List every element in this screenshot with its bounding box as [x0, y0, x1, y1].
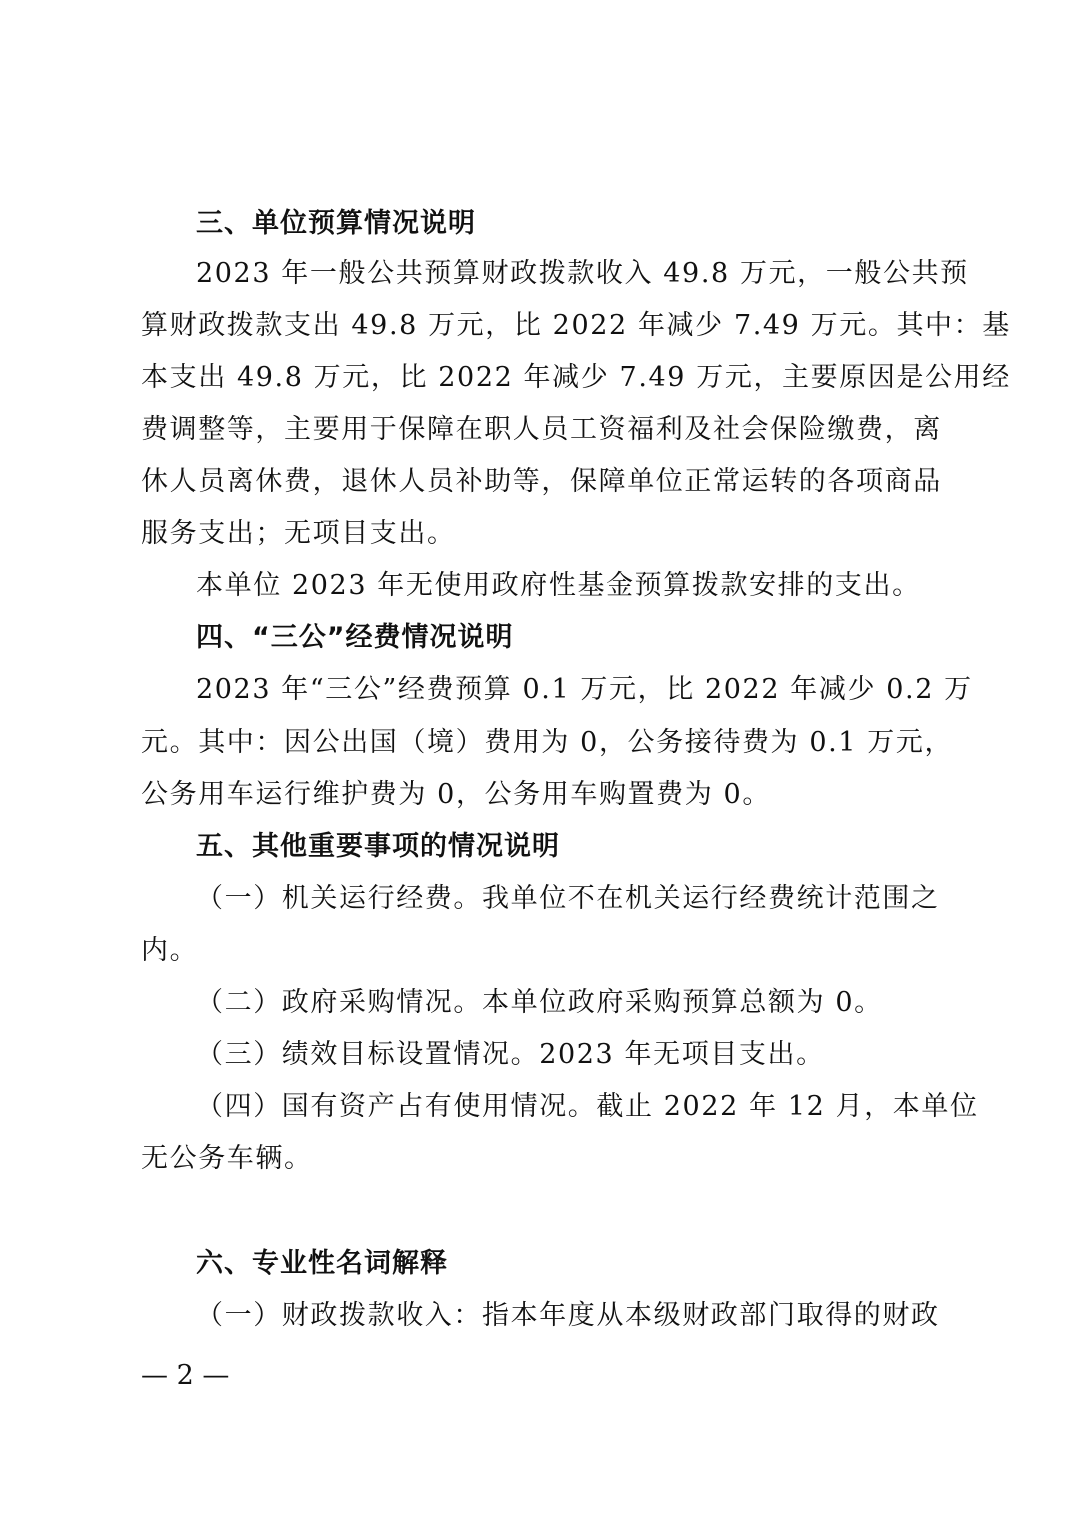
paragraph-line: （三）绩效目标设置情况。2023 年无项目支出。 [196, 1039, 825, 1070]
paragraph-line: 休人员离休费，退休人员补助等，保障单位正常运转的各项商品 [141, 466, 942, 497]
paragraph-line: （一）机关运行经费。我单位不在机关运行经费统计范围之 [196, 883, 940, 914]
paragraph-line: 服务支出；无项目支出。 [141, 518, 456, 549]
paragraph-line: 公务用车运行维护费为 0，公务用车购置费为 0。 [141, 779, 771, 810]
paragraph-line: 本支出 49.8 万元，比 2022 年减少 7.49 万元，主要原因是公用经 [141, 362, 1011, 393]
paragraph-line: （一）财政拨款收入：指本年度从本级财政部门取得的财政 [196, 1300, 940, 1331]
paragraph-line: 费调整等，主要用于保障在职人员工资福利及社会保险缴费，离 [141, 414, 942, 445]
paragraph-line: 算财政拨款支出 49.8 万元，比 2022 年减少 7.49 万元。其中：基 [141, 310, 1011, 341]
section-heading-6: 六、专业性名词解释 [196, 1248, 448, 1279]
section-heading-4: 四、“三公”经费情况说明 [196, 622, 514, 653]
page-number: — 2 — [141, 1360, 230, 1391]
paragraph-line: 2023 年“三公”经费预算 0.1 万元，比 2022 年减少 0.2 万 [196, 674, 973, 705]
paragraph-line: 内。 [141, 935, 199, 966]
paragraph-line: 元。其中：因公出国（境）费用为 0，公务接待费为 0.1 万元， [141, 727, 954, 758]
paragraph-line: 无公务车辆。 [141, 1143, 313, 1174]
section-heading-3: 三、单位预算情况说明 [196, 208, 476, 239]
paragraph-line: 本单位 2023 年无使用政府性基金预算拨款安排的支出。 [196, 570, 921, 601]
paragraph-line: 2023 年一般公共预算财政拨款收入 49.8 万元，一般公共预 [196, 258, 969, 289]
section-heading-5: 五、其他重要事项的情况说明 [196, 831, 560, 862]
paragraph-line: （二）政府采购情况。本单位政府采购预算总额为 0。 [196, 987, 883, 1018]
paragraph-line: （四）国有资产占有使用情况。截止 2022 年 12 月，本单位 [196, 1091, 979, 1122]
